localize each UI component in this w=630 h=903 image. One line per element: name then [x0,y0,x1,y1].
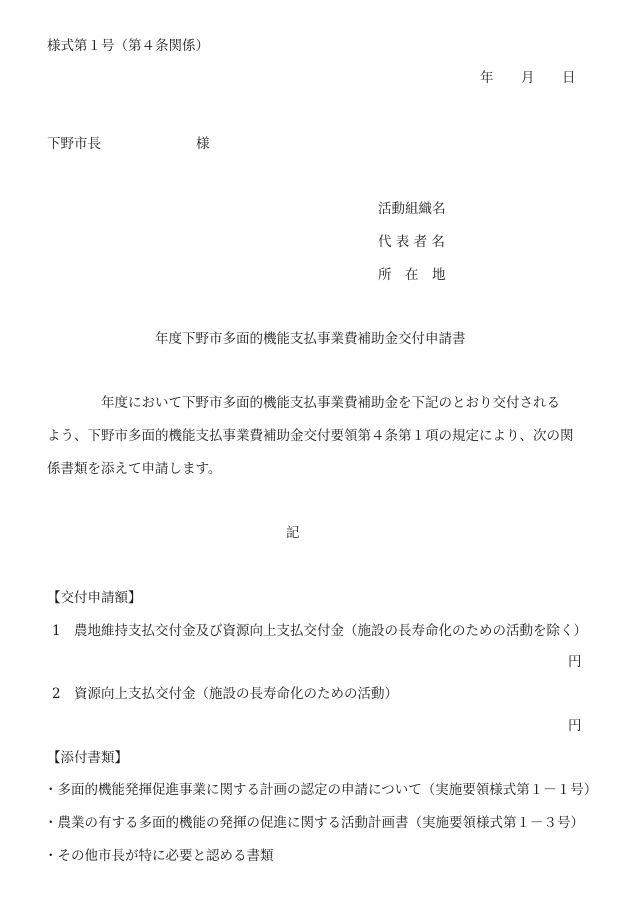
ki-marker: 記 [286,525,300,541]
addressee-honorific: 様 [196,136,210,152]
grant-item-2-label: 資源向上支払交付金（施設の長寿命化のための活動） [74,686,398,702]
attachment-item: ・多面的機能発揮促進事業に関する計画の認定の申請について（実施要領様式第１－１号） [44,782,598,798]
attachments-heading: 【添付書類】 [47,750,128,766]
organization-label: 活動組織名 [378,201,446,217]
body-line-1: 年度において下野市多面的機能支払事業費補助金を下記のとおり交付される [101,395,560,411]
grant-item-1-number: 1 [52,623,61,639]
attachment-item: ・農業の有する多面的機能の発揮の促進に関する活動計画書（実施要領様式第１－３号） [44,815,584,831]
body-line-2: よう、下野市多面的機能支払事業費補助金交付要領第４条第１項の規定により、次の関 [47,428,574,444]
address-label: 所 在 地 [378,267,446,283]
grant-item-1-label: 農地維持支払交付金及び資源向上支払交付金（施設の長寿命化のための活動を除く） [74,623,587,639]
document-title: 年度下野市多面的機能支払事業費補助金交付申請書 [155,331,466,347]
representative-label: 代 表 者 名 [378,234,445,250]
grant-item-2-number: 2 [52,686,61,702]
grant-amount-heading: 【交付申請額】 [47,590,142,606]
attachment-item: ・その他市長が特に必要と認める書類 [44,848,274,864]
form-number: 様式第１号（第４条関係） [47,38,209,54]
grant-item-2-unit: 円 [568,718,582,734]
body-line-3: 係書類を添えて申請します。 [47,461,222,477]
date-year-label: 年 [480,70,494,86]
date-month-label: 月 [521,70,535,86]
addressee-name: 下野市長 [47,136,101,152]
date-day-label: 日 [562,70,576,86]
grant-item-1-unit: 円 [568,654,582,670]
